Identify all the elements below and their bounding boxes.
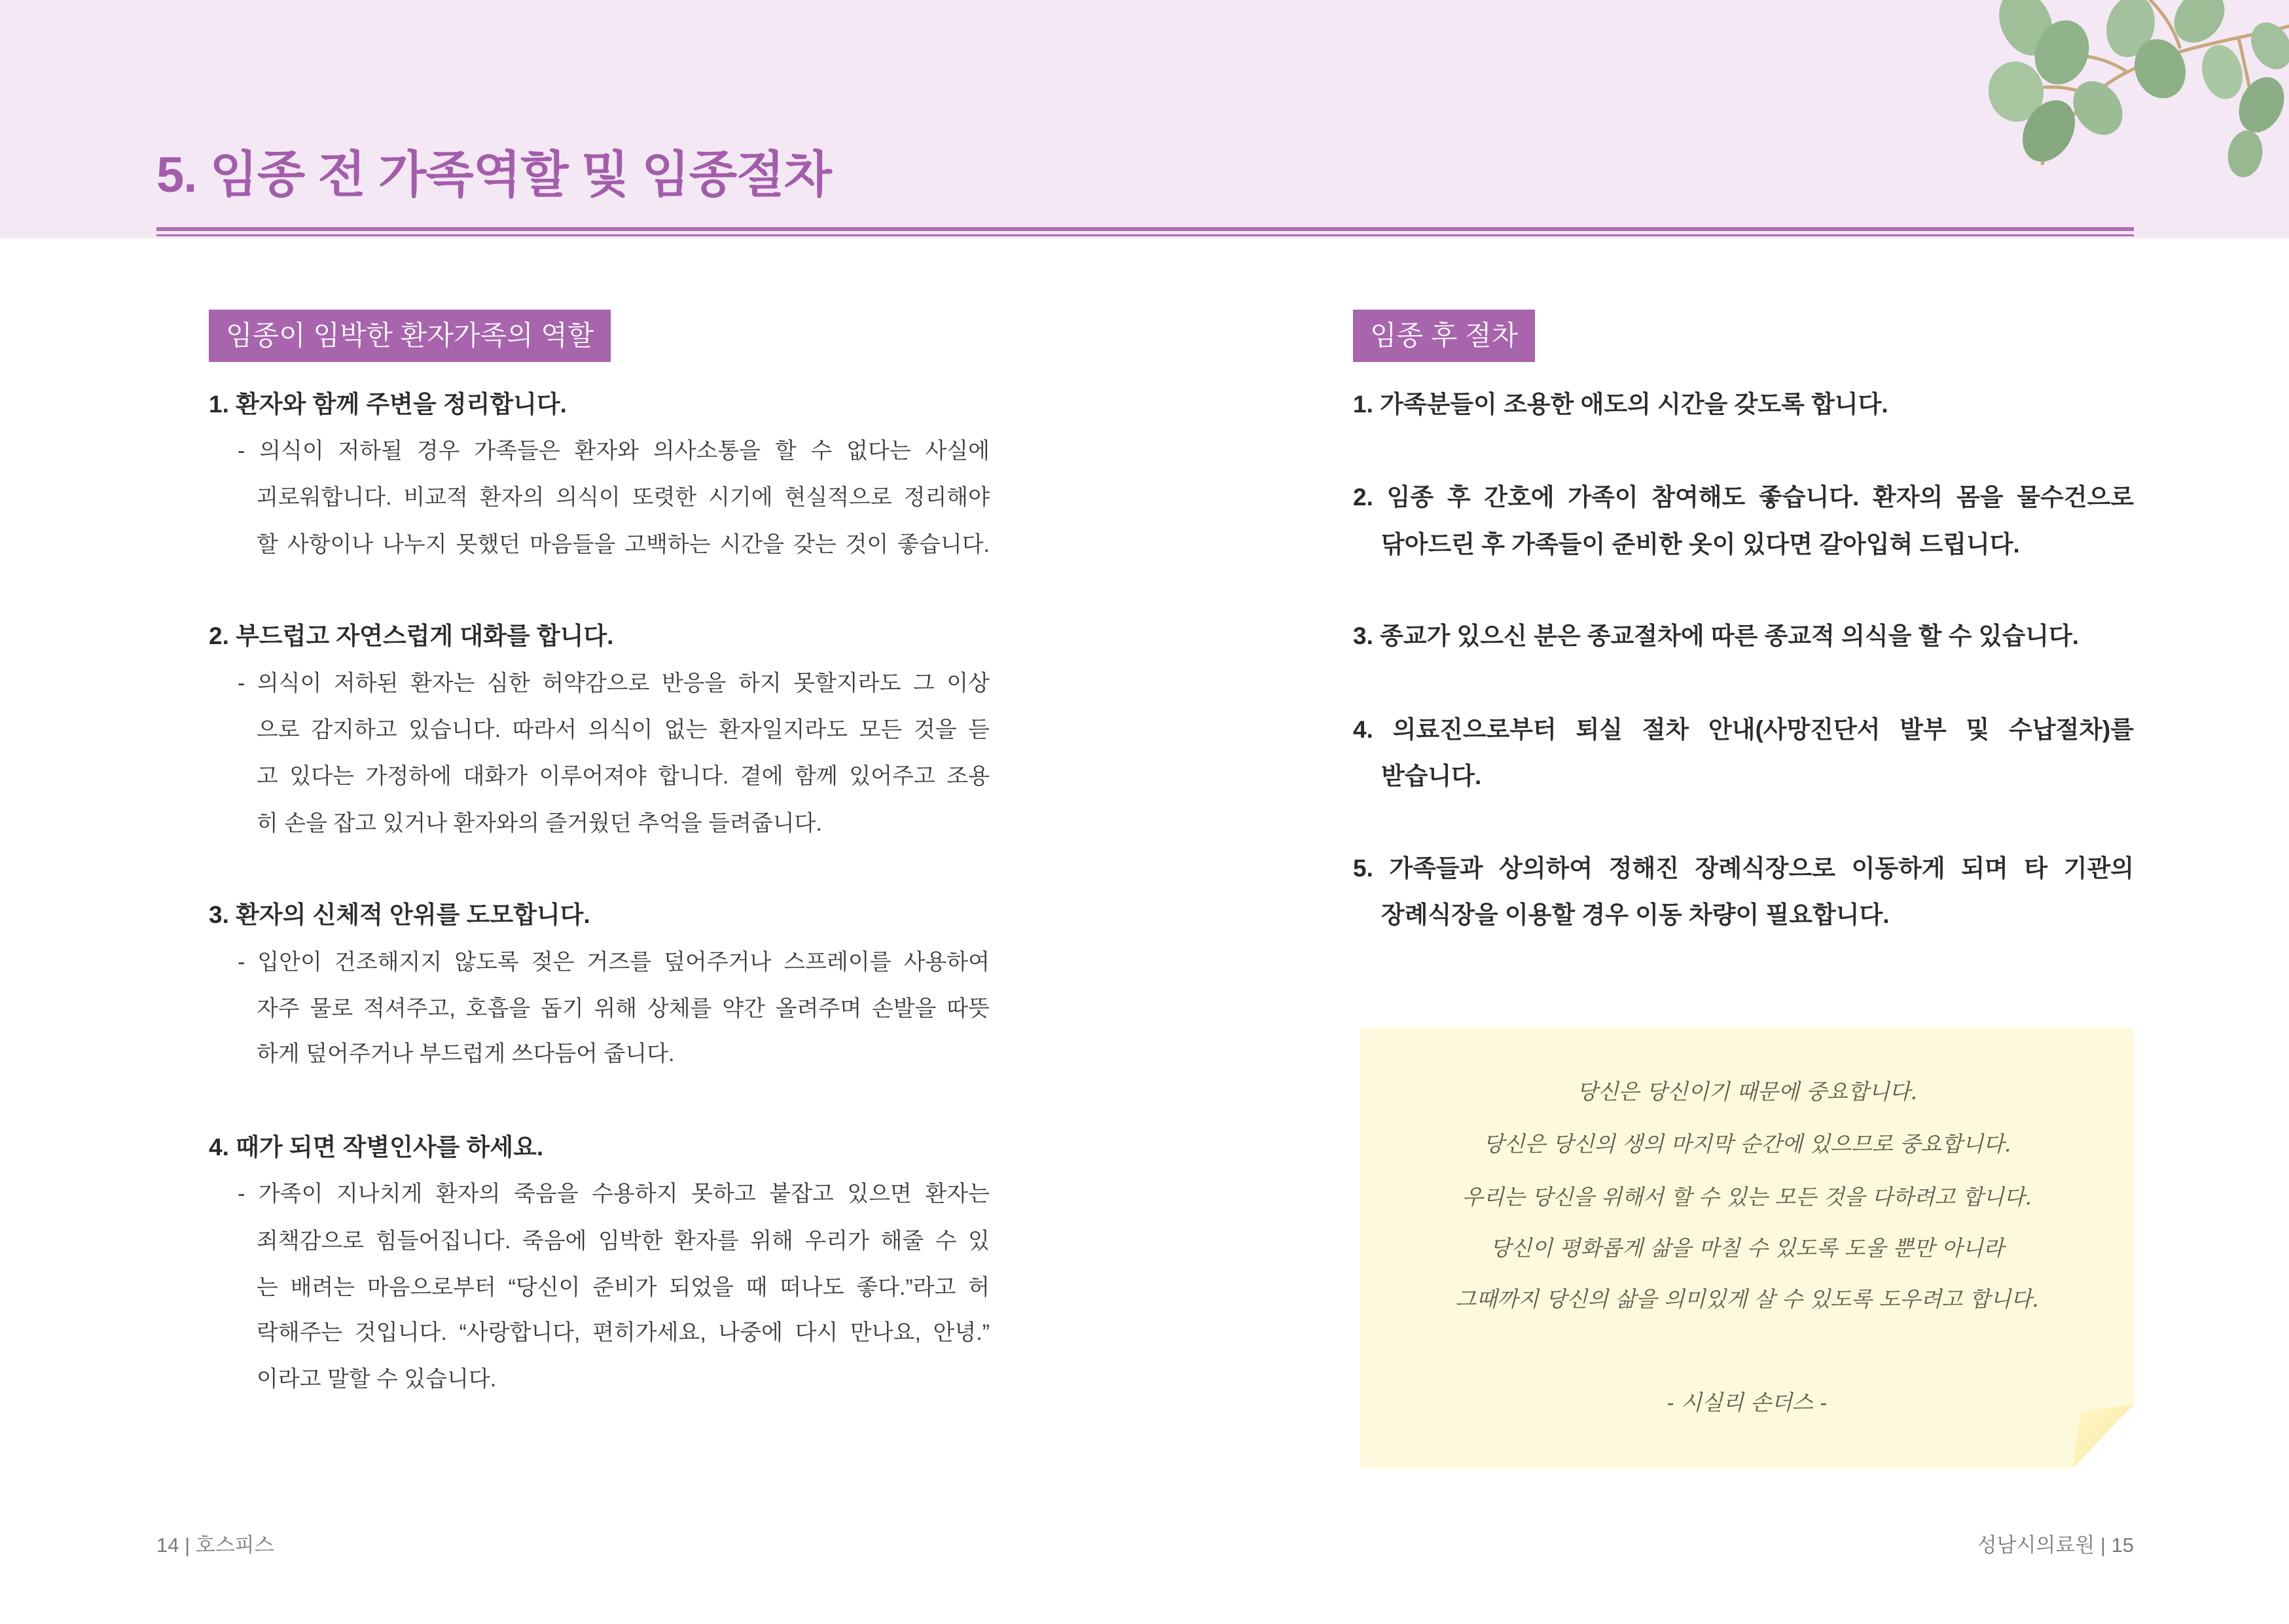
quote-line: 당신은 당신이기 때문에 중요합니다. [1576,1079,1918,1104]
right-item-line: 5. 가족들과 상의하여 정해진 장례식장으로 이동하게 되며 타 기관의 [1353,855,2134,882]
right-item-line: 받습니다. [1381,763,1482,789]
quote-author: - 시실리 손더스 - [1667,1390,1828,1415]
section-badge-family-roles: 임종이 임박한 환자가족의 역할 [209,310,611,362]
footer-left-page: 14 | 호스피스 [156,1534,274,1557]
left-item-line: - 의식이 저하될 경우 가족들은 환자와 의사소통을 할 수 없다는 사실에 [238,439,990,463]
left-item-line: 하게 덮어주거나 부드럽게 쓰다듬어 줍니다. [257,1041,675,1066]
quote-line: 당신은 당신의 생의 마지막 순간에 있으므로 중요합니다. [1483,1131,2011,1157]
page-title: 5. 임종 전 가족역할 및 임종절차 [156,147,831,203]
right-item-line: 1. 가족분들이 조용한 애도의 시간을 갖도록 합니다. [1353,391,1888,418]
left-item-line: 으로 감지하고 있습니다. 따라서 의식이 없는 환자일지라도 모든 것을 듣 [257,717,990,742]
left-item-heading: 2. 부드럽고 자연스럽게 대화를 합니다. [209,623,614,649]
title-rule-thick [156,227,2134,231]
left-item-line: 락해주는 것입니다. “사랑합니다, 편히가세요, 나중에 다시 만나요, 안녕.” [257,1320,990,1345]
left-item-line: 는 배려는 마음으로부터 “당신이 준비가 되었을 때 떠나도 좋다.”라고 허 [257,1275,990,1300]
left-item-line: 자주 물로 적셔주고, 호흡을 돕기 위해 상체를 약간 올려주며 손발을 따뜻 [257,996,990,1021]
left-item-line: - 의식이 저하된 환자는 심한 허약감으로 반응을 하지 못할지라도 그 이상 [238,671,990,696]
section-badge-after-death: 임종 후 절차 [1353,310,1535,362]
right-item-line: 장례식장을 이용할 경우 이동 차량이 필요합니다. [1381,901,1890,928]
left-item-heading: 1. 환자와 함께 주변을 정리합니다. [209,391,567,418]
right-item-line: 3. 종교가 있으신 분은 종교절차에 따른 종교적 의식을 할 수 있습니다. [1353,623,2079,649]
left-item-line: 고 있다는 가정하에 대화가 이루어져야 합니다. 곁에 함께 있어주고 조용 [257,764,990,789]
left-item-line: 이라고 말할 수 있습니다. [257,1367,497,1392]
left-item-line: - 입안이 건조해지지 않도록 젖은 거즈를 덮어주거나 스프레이를 사용하여 [238,950,990,975]
left-item-line: - 가족이 지나치게 환자의 죽음을 수용하지 못하고 붙잡고 있으면 환자는 [238,1182,990,1206]
left-item-line: 히 손을 잡고 있거나 환자와의 즐거웠던 추억을 들려줍니다. [257,811,822,836]
right-item-line: 4. 의료진으로부터 퇴실 절차 안내(사망진단서 발부 및 수납절차)를 [1353,716,2134,743]
quote-line: 우리는 당신을 위해서 할 수 있는 모든 것을 다하려고 합니다. [1462,1184,2032,1210]
right-item-line: 닦아드린 후 가족들이 준비한 옷이 있다면 갈아입혀 드립니다. [1381,531,2020,558]
eucalyptus-leaves-icon [1964,0,2289,190]
left-item-heading: 4. 때가 되면 작별인사를 하세요. [209,1134,544,1161]
left-item-line: 괴로워합니다. 비교적 환자의 의식이 또렷한 시기에 현실적으로 정리해야 [257,485,990,510]
left-item-line: 할 사항이나 나누지 못했던 마음들을 고백하는 시간을 갖는 것이 좋습니다. [257,532,990,557]
title-rule-thin [156,234,2134,236]
quote-line: 당신이 평화롭게 삶을 마칠 수 있도록 도울 뿐만 아니라 [1490,1235,2004,1261]
footer-right-page: 성남시의료원 | 15 [1977,1534,2134,1557]
right-item-line: 2. 임종 후 간호에 가족이 참여해도 좋습니다. 환자의 몸을 물수건으로 [1353,484,2134,511]
left-item-line: 죄책감으로 힘들어집니다. 죽음에 임박한 환자를 위해 우리가 해줄 수 있 [257,1229,990,1254]
left-item-heading: 3. 환자의 신체적 안위를 도모합니다. [209,901,590,928]
quote-line: 그때까지 당신의 삶을 의미있게 살 수 있도록 도우려고 합니다. [1455,1286,2039,1312]
